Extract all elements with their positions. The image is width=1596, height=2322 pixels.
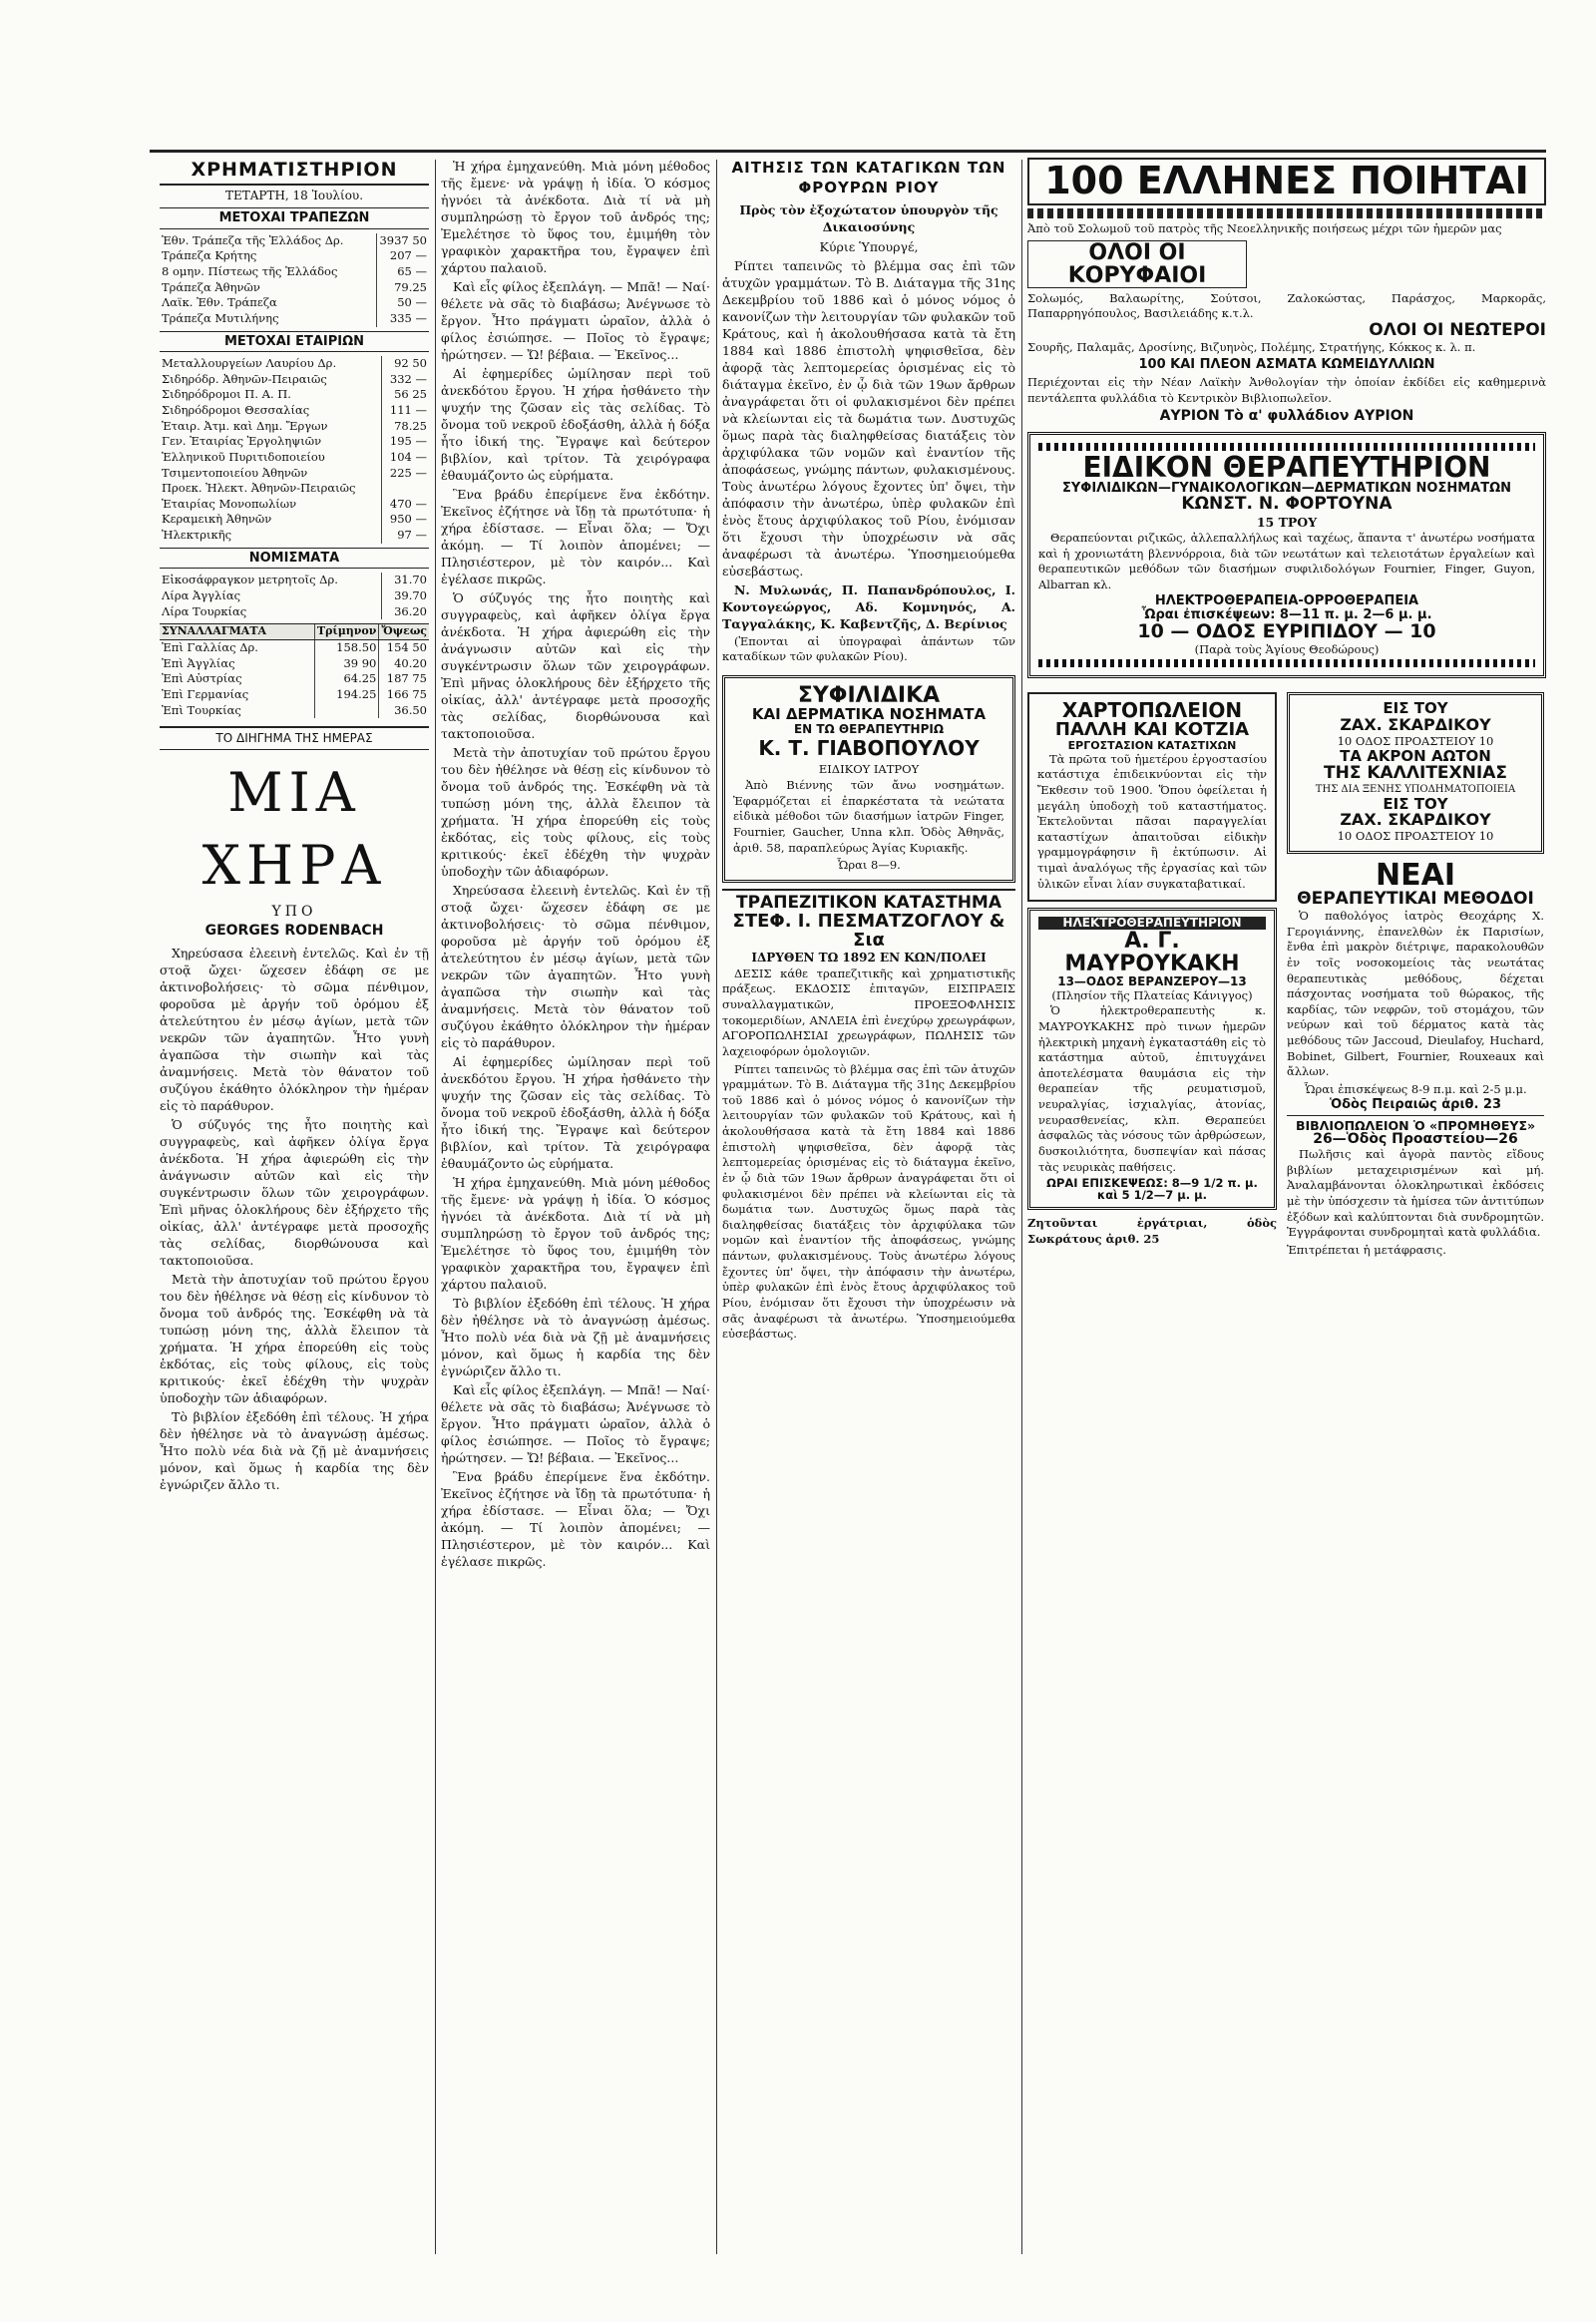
table-row [160,311,429,327]
story-paragraph: Ἡ χήρα ἐμηχανεύθη. Μιὰ μόνη μέθοδος τῆς ἔμενε· νὰ γράψῃ ἡ ἰδία. Ὁ κόσμος ἠγνόει τὰ ἀνέκδοτα. Διὰ τί νὰ μὴ συμπληρώσῃ τὸ ἔργον τοῦ ἀνδρός της; Ἐμελέτησε τὸ ὕφος του, ἐμιμήθη τὸν γραφικὸν χαρακτῆρα του, ἔγραψεν ἐπὶ χάρτου παλαιοῦ. [441,1175,710,1292]
story-paragraph: Μετὰ τὴν ἀποτυχίαν τοῦ πρώτου ἔργου του δὲν ἠθέλησε νὰ θέσῃ εἰς κίνδυνον τὸ ὄνομα τοῦ ἀνδρός της. Ἐσκέφθη νὰ τὰ τυπώσῃ μόνη της, ἀλλὰ ἔλειπον τὰ χρήματα. Ἡ χήρα ἐπορεύθη εἰς τοὺς ἐκδότας, εἰς τοὺς φίλους, εἰς τοὺς κριτικούς· ἐκεῖ ἐδέχθη τὴν ψυχρὰν ὑποδοχὴν τῶν ἀδιαφόρων. [441,745,710,879]
ad-heading: 100 ΚΑΙ ΠΛΕΟΝ ΑΣΜΑΤΑ ΚΩΜΕΙΔΥΛΛΙΩΝ [1138,357,1435,373]
row-value: 40.20 [379,656,429,672]
ads-right-column [1287,686,1544,1258]
petition-salutation: Κύριε Ὑπουργέ, [819,238,919,254]
row-value: 950 — [381,512,429,528]
electrotherapy-ad [1027,908,1277,1210]
ad-landmark: (Παρὰ τοὺς Ἁγίους Θεοδώρους) [1194,641,1380,656]
ad-address: 13—ΟΔΟΣ ΒΕΡΑΝΖΕΡΟΥ—13 [1057,974,1247,989]
ornament-border [1027,208,1546,218]
shoe-shop-ad [1287,692,1544,854]
row-value: 154 50 [379,640,429,656]
table-row [160,640,429,656]
ad-hours: Ὧραι 8—9. [837,858,901,873]
ad-title: 100 ΕΛΛΗΝΕΣ ΠΟΙΗΤΑΙ [1027,158,1546,205]
table-row [160,588,429,604]
petition-body: Ρίπτει ταπεινῶς τὸ βλέμμα σας ἐπὶ τῶν ἀτυχῶν γραμμάτων. Τὸ Β. Διάταγμα τῆς 31ης Δεκεμβρίου τοῦ 1886 καὶ ὁ μόνος νόμος ὁ κανονίζων τὴν λειτουργίαν τῶν φυλακῶν τοῦ Κράτους, καὶ ἡ ἀκολουθήσασα κατὰ τὰ ἔτη 1884 καὶ 1886 ἐπιστολὴ ψηφισθεῖσα, δὲν ἀφορᾷ τὰς λεπτομερείας ὁρισμένας εἰς τὸ διάταγμα ἐκεῖνο, ἐν ᾧ διὰ τῶν 19ων ἄρθρων ἀναγράφεται ὅτι οἱ φυλακισμένοι δὲν πρέπει νὰ κλείωνται εἰς τὰ δωμάτια των. Δυστυχῶς ὅμως παρὰ τὰς διαληφθείσας διατάξεις τὸν ἀρχιφύλακα τῶν νομῶν καὶ ἐναντίον τῆς ἀποφάσεως, γνώμης πάντων, φυλακισμένους. Τοὺς ἀνωτέρω λόγους ἔχοντες ὑπ' ὄψει, τὴν ἀπόφασιν τὴν ἀνωτέρω, ὑπὲρ φυλακῶν ἐπὶ ἑνὸς ἔτους ἀρχιφύλακος τοῦ Ρίου, ἐνόμισαν ὅτι ἔχουσι τὴν ὑποχρέωσιν νὰ σᾶς ἀναφέρωσι τὰ ἀνωτέρω. Ὑποσημειούμεθα εὐσεβάστως. [722,257,1015,579]
story-author: GEORGES RODENBACH [204,922,384,939]
column-header: ΣΥΝΑΛΛΑΓΜΑΤΑ [160,624,314,640]
ad-hours: Ὧραι ἐπισκέψεων: 8—11 π. μ. 2—6 μ. μ. [1141,607,1432,623]
story-paragraph: Χηρεύσασα ἐλεεινὴ ἐντελῶς. Καὶ ἐν τῇ στοᾷ ὤχει· ὥχεσεν ἐδάφη σε με ἀκτινοβολήσεις· τὸ σῶμα πένθιμον, φοροῦσα μὲ ἀργήν τοῦ ὀρόμου ἐξ ἀτελεύτητου ἐν μέσῳ ἁγίων, μετὰ τῶν νεκρῶν τῶν ἀγαπητῶν. Ἦτο γυνὴ ἀγαπῶσα τὴν σιωπὴν καὶ τὰς ἀναμνήσεις. Μετὰ τὸν θάνατον τοῦ συζύγου ἐκάθητο ὁλόκληρον τὴν ἡμέραν εἰς τὸ παράθυρον. [441,883,710,1050]
table-row [160,387,429,403]
ad-body: Ρίπτει ταπεινῶς τὸ βλέμμα σας ἐπὶ τῶν ἀτυχῶν γραμμάτων. Τὸ Β. Διάταγμα τῆς 31ης Δεκεμβρίου τοῦ 1886 καὶ ὁ μόνος νόμος ὁ κανονίζων τὴν λειτουργίαν τῶν φυλακῶν τοῦ Κράτους, καὶ ἡ ἀκολουθήσασα κατὰ τὰ ἔτη 1884 καὶ 1886 ἐπιστολὴ ψηφισθεῖσα, δὲν ἀφορᾷ τὰς λεπτομερείας ὁρισμένας εἰς τὸ διάταγμα ἐκεῖνο, ἐν ᾧ διὰ τῶν 19ων ἄρθρων ἀναγράφεται ὅτι οἱ φυλακισμένοι δὲν πρέπει νὰ κλείωνται εἰς τὰ δωμάτια των. Δυστυχῶς ὅμως παρὰ τὰς διαληφθείσας διατάξεις τὸν ἀρχιφύλακα τῶν νομῶν καὶ ἐναντίον τῆς ἀποφάσεως, γνώμης πάντων, φυλακισμένους. Τοὺς ἀνωτέρω λόγους ἔχοντες ὑπ' ὄψει, τὴν ἀπόφασιν τὴν ἀνωτέρω, ὑπὲρ φυλακῶν ἐπὶ ἑνὸς ἔτους ἀρχιφύλακος τοῦ Ρίου, ἐνόμισαν ὅτι ἔχουσι τὴν ὑποχρέωσιν νὰ σᾶς ἀναφέρωσι τὰ ἀνωτέρω. Ὑποσημειούμεθα εὐσεβάστως. [722,1061,1015,1342]
table-row [160,703,429,719]
row-name: Μεταλλουργείων Λαυρίου Δρ. [162,356,337,371]
ad-line: ΤΗΣ ΔΙΑ ΞΕΝΗΣ ΥΠΟΔΗΜΑΤΟΠΟΙΕΙΑ [1315,783,1516,795]
story-paragraph: Χηρεύσασα ἐλεεινὴ ἐντελῶς. Καὶ ἐν τῇ στοᾷ ὤχει· ὥχεσεν ἐδάφη σε με ἀκτινοβολήσεις· τὸ σῶμα πένθιμον, φοροῦσα μὲ ἀργήν τοῦ ὀρόμου ἐξ ἀτελεύτητου ἐν μέσῳ ἁγίων, μετὰ τῶν νεκρῶν τῶν ἀγαπητῶν. Ἦτο γυνὴ ἀγαπῶσα τὴν σιωπὴν καὶ τὰς ἀναμνήσεις. Μετὰ τὸν θάνατον τοῦ συζύγου ἐκάθητο ὁλόκληρον τὴν ἡμέραν εἰς τὸ παράθυρον. [160,945,429,1113]
row-name: Ἐπὶ Αὐστρίας [162,671,242,686]
table-row [160,356,429,372]
poets-ad [1027,158,1546,424]
table-row [160,372,429,388]
table-row [160,671,429,687]
row-value: 79.25 [377,280,429,296]
fx-table [160,623,429,718]
ad-info: Περιέχονται εἰς τὴν Νέαν Λαϊκὴν Ἀνθολογίαν τὴν ὁποίαν ἐκδίδει εἰς καθημερινὰ πεντάλεπτα φυλλάδια τὸ Κεντρικὸν Βιβλιοπωλεῖον. [1027,375,1546,405]
ad-line: ΕΙΣ ΤΟΥ [1383,699,1448,718]
row-value: 225 — [381,466,429,482]
row-name: Σιδηρόδρ. Ἀθηνῶν-Πειραιῶς [162,371,327,386]
ad-landmark: (Πλησίον τῆς Πλατείας Κάνιγγος) [1051,987,1253,1002]
table-row [160,233,429,249]
ad-subtitle: Ἀπὸ τοῦ Σολωμοῦ τοῦ πατρὸς τῆς Νεοελληνικῆς ποιήσεως μέχρι τῶν ἡμερῶν μας [1027,220,1502,235]
row-value [381,481,429,497]
ad-specialty: ΕΙΔΙΚΟΥ ΙΑΤΡΟΥ [818,762,920,777]
row-name: Ἐπὶ Γερμανίας [162,687,249,702]
ad-subtitle: ΕΡΓΟΣΤΑΣΙΟΝ ΚΑΤΑΣΤΙΧΩΝ [1067,739,1237,753]
column-1 [160,158,429,2312]
ad-line: 10 ΟΔΟΣ ΠΡΟΑΣΤΕΙΟΥ 10 [1337,829,1494,844]
row-name: Προεκ. Ἠλεκτ. Ἀθηνῶν-Πειραιῶς [162,481,356,496]
row-name: Λαϊκ. Ἐθν. Τράπεζα [162,295,277,310]
ad-subtitle: ΘΕΡΑΠΕΥΤΙΚΑΙ ΜΕΘΟΔΟΙ [1297,889,1534,910]
story-paragraph: Καὶ εἷς φίλος ἐξεπλάγη. — Μπᾶ! — Ναί· θέλετε νὰ σᾶς τὸ διαβάσω; Ἀνέγνωσε τὸ ἔργον. Ἦτο πράγματι ὡραῖον, ἀλλὰ ὁ φίλος ἐσιώπησε. — Ποῖος τὸ ἔγραψε; ἠρώτησεν. — Ὤ! βέβαια. — Ἐκεῖνος... [441,279,710,362]
table-row [160,295,429,311]
row-value: 64.25 [314,671,378,687]
ad-years: 15 ΤΡΟΥ [1256,514,1318,530]
ad-title: ΣΥΦΙΛΙΔΙΚΑ [797,683,941,709]
ad-names: Σολωμός, Βαλαωρίτης, Σούτσοι, Ζαλοκώστας, Παράσχος, Μαρκορᾶς, Παπαρρηγόπουλος, Βασιλειάδης κ.τ.λ. [1027,290,1546,321]
row-value: 97 — [381,528,429,544]
companies-heading: ΜΕΤΟΧΑΙ ΕΤΑΙΡΙΩΝ [160,331,429,353]
row-value: 31.70 [381,573,429,588]
ad-line: 10 ΟΔΟΣ ΠΡΟΑΣΤΕΙΟΥ 10 [1337,733,1494,748]
petition-recipient: Πρὸς τὸν ἐξοχώτατον ὑπουργὸν τῆς Δικαιοσύνης [739,201,998,234]
ad-address: 26—Ὁδὸς Προαστείου—26 [1313,1131,1518,1148]
row-value: 56 25 [381,387,429,403]
petition-note: (Ἐπονται αἱ ὑπογραφαὶ ἁπάντων τῶν καταδίκων τῶν φυλακῶν Ρίου). [722,633,1015,664]
exchange-title: ΧΡΗΜΑΤΙΣΤΗΡΙΟΝ [160,158,429,186]
row-name: Τράπεζα Κρήτης [162,248,257,263]
ad-heading: ΟΛΟΙ ΟΙ ΝΕΩΤΕΡΟΙ [1369,319,1546,340]
ad-name: ΠΑΛΛΗ ΚΑΙ ΚΟΤΖΙΑ [1054,719,1250,741]
ad-heading: ΟΛΟΙ ΟΙ ΚΟΡΥΦΑΙΟΙ [1027,240,1247,288]
row-name: Τράπεζα Ἀθηνῶν [162,279,260,294]
row-name: Ἑταιρ. Ἀτμ. καὶ Δημ. Ἔργων [162,418,328,433]
row-value: 207 — [377,248,429,264]
ad-body: Τὰ πρῶτα τοῦ ἡμετέρου ἐργοστασίου κατάστιχα ἐπιδεικνύονται εἰς τὴν Ἔκθεσιν τοῦ 1900. Ὅπου ὀφείλεται ἡ μεγάλη ὑποδοχὴ τοῦ καταστήματος. Ἐκτελοῦνται πᾶσαι παραγγελίαι καταστίχων ἀπαιτοῦσαι εἰδικὴν γραμμογράφησιν ἢ ἐκτύπωσιν. Αἱ τιμαὶ ἀναλόγως τῆς ἐργασίας καὶ τῶν ὑλικῶν εἶναι λίαν συγκαταβατικαί. [1037,751,1267,891]
petition-signers: Ν. Μυλωνάς, Π. Παπανδρόπουλος, Ι. Κοντογεώργος, Αδ. Κομνηνός, Α. Ταγγαλάκης, Κ. Καβεντζῆς, Δ. Βερίνιος [722,581,1015,631]
row-name: Γεν. Ἑταιρίας Ἐργοληψιῶν [162,434,322,449]
story-paragraph: Μετὰ τὴν ἀποτυχίαν τοῦ πρώτου ἔργου του δὲν ἠθέλησε νὰ θέσῃ εἰς κίνδυνον τὸ ὄνομα τοῦ ἀνδρός της. Ἐσκέφθη νὰ τὰ τυπώσῃ μόνη της, ἀλλὰ ἔλειπον τὰ χρήματα. Ἡ χήρα ἐπορεύθη εἰς τοὺς ἐκδότας, εἰς τοὺς φίλους, εἰς τοὺς κριτικούς· ἐκεῖ ἐδέχθη τὴν ψυχρὰν ὑποδοχὴν τῶν ἀδιαφόρων. [160,1271,429,1405]
table-row [160,403,429,419]
new-methods-ad [1287,857,1544,1112]
ad-line: ΖΑΧ. ΣΚΑΡΔΙΚΟΥ [1340,714,1491,734]
column-rule [1021,160,1022,2254]
story-paragraph: Αἱ ἐφημερίδες ὡμίλησαν περὶ τοῦ ἀνεκδότου ἔργου. Ἡ χήρα ἠσθάνετο τὴν ψυχήν της ζῶσαν εἰς τὰς σελίδας. Τὸ ὄνομα τοῦ νεκροῦ ἐδοξάσθη, ἀλλὰ ἡ δόξα ἦτο ἰδική της. Ἔγραψε καὶ δεύτερον βιβλίον, καὶ τρίτον. Τὰ χειρόγραφα ἐθαυμάζοντο ὡς εὑρήματα. [441,366,710,483]
row-value: 332 — [381,372,429,388]
table-row [160,264,429,280]
ad-body: Θεραπεύονται ριζικῶς, ἀλλεπαλλήλως καὶ ταχέως, ἅπαντα τ' ἀνωτέρω νοσήματα καὶ ἡ χρονιωτάτη βλεννόρροια, διὰ τῶν νεωτάτων καὶ τελειοτάτων ἐργαλείων καὶ θεραπευτικῶν μεθόδων τῶν διασήμων συφιλιδολόγων Fournier, Finger, Guyon, Albarran κλ. [1038,530,1535,591]
column-header: Ὄψεως [379,624,429,640]
table-header-row [160,624,429,640]
row-value: 36.20 [381,604,429,620]
story-paragraph: Τὸ βιβλίον ἐξεδόθη ἐπὶ τέλους. Ἡ χήρα δὲν ἠθέλησε νὰ τὸ ἀναγνώσῃ ἀμέσως. Ἦτο πολὺ νέα διὰ νὰ ζῇ μὲ ἀναμνήσεις μόνον, καὶ ὅμως ἡ καρδία της δὲν ἐγνώριζεν ἄλλο τι. [160,1408,429,1492]
syphilis-clinic-ad [722,675,1015,883]
row-value: 104 — [381,450,429,466]
ad-name: ΣΤΕΦ. Ι. ΠΕΣΜΑΤΖΟΓΛΟΥ & Σια [732,910,1005,951]
row-name: Ἑλληνικοῦ Πυριτιδοποιείου [162,449,325,464]
column-rule [435,160,436,2254]
paper-shop-ad [1027,692,1277,902]
ad-body: ΔΕΣΙΣ κάθε τραπεζιτικῆς καὶ χρηματιστικῆς πράξεως. ΕΚΔΟΣΙΣ ἐπιταγῶν, ΕΙΣΠΡΑΞΙΣ συναλλαγματικῶν, ΠΡΟΕΞΟΦΛΗΣΙΣ τοκομεριδίων, ΑΝΛΕΙΑ ἐπὶ ἐνεχύρῳ χρεωγράφων, ΑΓΟΡΟΠΩΛΗΣΙΑΙ χρεωγράφων, ΠΩΛΗΣΙΣ τῶν λαχειοφόρων ὁμολογιῶν. [722,966,1015,1058]
ad-tomorrow: ΑΥΡΙΟΝ Τὸ α' φυλλάδιον ΑΥΡΙΟΝ [1159,408,1414,425]
row-name: Ἐπὶ Ἀγγλίας [162,655,235,670]
table-row [160,604,429,620]
banks-heading: ΜΕΤΟΧΑΙ ΤΡΑΠΕΖΩΝ [160,207,429,229]
row-value: 78.25 [381,419,429,435]
ad-title: ΗΛΕΚΤΡΟΘΕΡΑΠΕΥΤΗΡΙΟΝ [1038,917,1266,930]
table-row [160,450,429,466]
table-row [160,481,429,497]
table-row [160,573,429,588]
banks-table [160,233,429,327]
row-name: Ἠλεκτρικῆς [162,528,232,543]
table-row [160,434,429,450]
row-value: 111 — [381,403,429,419]
coins-heading: ΝΟΜΙΣΜΑΤΑ [160,548,429,570]
story-paragraph: Ἓνα βράδυ ἐπερίμενε ἕνα ἐκδότην. Ἐκεῖνος ἐζήτησε νὰ ἴδῃ τὰ πρωτότυπα· ἡ χήρα ἐδίστασε. — Εἶναι ὅλα; — Ὄχι ἀκόμη. — Τί λοιπὸν ἀπομένει; — Πλησιέστερον, μὲ τὸν καιρόν... Καὶ ἐγέλασε πικρῶς. [441,1469,710,1569]
row-name: Σιδηρόδρομοι Θεσσαλίας [162,403,310,418]
table-row [160,512,429,528]
story-title: ΜΙΑ ΧΗΡΑ [201,760,387,898]
column-4 [1027,158,1546,2312]
ad-title: ΤΡΑΠΕΖΙΤΙΚΟΝ ΚΑΤΑΣΤΗΜΑ [736,892,1001,913]
row-name: Λίρα Τουρκίας [162,603,247,618]
ad-service: ΗΛΕΚΤΡΟΘΕΡΑΠΕΙΑ-ΟΡΡΟΘΕΡΑΠΕΙΑ [1154,593,1419,609]
row-value: 187 75 [379,671,429,687]
ads-two-column [1027,686,1546,1258]
story-by: ΥΠΟ [271,903,317,920]
classified-line: Ζητοῦνται ἐργάτριαι, ὁδὸς Σωκράτους ἀριθ. 25 [1027,1216,1277,1246]
exchange-date: ΤΕΤΑΡΤΗ, 18 Ἰουλίου. [224,188,364,202]
coins-table [160,573,429,619]
ad-body: Ἀπὸ Βιέννης τῶν ἄνω νοσημάτων. Ἐφαρμόζεται εἰ ἐπαρκέστατα τὰ νεώτατα εἰδικὰ μέθοδοι τῶν διασήμων ἰατρῶν Finger, Fournier, Gaucher, Unna κλπ. Ὁδὸς Ἀθηνᾶς, ἀριθ. 58, παραπλεύρως Ἁγίας Κυριακῆς. [733,778,1004,855]
ad-line: ΤΗΣ ΚΑΛΛΙΤΕΧΝΙΑΣ [1324,763,1507,784]
ad-doctor: Κ. Τ. ΓΙΑΒΟΠΟΥΛΟΥ [758,736,980,761]
petition-title: ΑΙΤΗΣΙΣ ΤΩΝ ΚΑΤΑΓΙΚΩΝ ΤΩΝ ΦΡΟΥΡΩΝ ΡΙΟΥ [731,159,1006,197]
ad-line: ΕΙΣ ΤΟΥ [1383,794,1448,813]
table-row [160,687,429,703]
ad-address: Ὁδὸς Πειραιῶς ἀριθ. 23 [1329,1096,1502,1112]
ads-left-column [1027,686,1277,1258]
bookstore-ad [1287,1115,1544,1258]
ad-subtitle: ΚΑΙ ΔΕΡΜΑΤΙΚΑ ΝΟΣΗΜΑΤΑ [751,705,987,724]
row-value: 65 — [377,264,429,280]
ad-title: ΝΕΑΙ [1376,857,1455,893]
table-row [160,656,429,672]
row-value: 166 75 [379,687,429,703]
row-name: Ἐπὶ Τουρκίας [162,702,241,717]
row-value: 195 — [381,434,429,450]
row-value: 36.50 [379,703,429,719]
ad-body: Πωλῆσις καὶ ἀγορὰ παντὸς εἴδους βιβλίων μεταχειρισμένων καὶ μή. Ἀναλαμβάνονται ὁλοκληρωτικαὶ ἐκδόσεις μὲ τὴν ὑπόσχεσιν τὰ ἡμίσεα τῶν ἀντιτύπων ἐξόδων καὶ καλύπτονται διὰ συνδρομητῶν. Ἐγγράφονται συνδρομηταὶ κατὰ φυλλάδια. [1287,1147,1544,1240]
ad-line: ΖΑΧ. ΣΚΑΡΔΙΚΟΥ [1340,810,1491,830]
table-row [160,280,429,296]
column-header: Τρίμηνον [314,624,378,640]
ad-doctor: ΚΩΝΣΤ. Ν. ΦΟΡΤΟΥΝΑ [1181,494,1393,515]
bank-ad [722,889,1015,1343]
row-name: Εἰκοσάφραγκον μετρητοῖς Δρ. [162,573,338,587]
row-value: 50 — [377,295,429,311]
row-name: Σιδηρόδρομοι Π. Α. Π. [162,387,291,402]
story-paragraph: Ἡ χήρα ἐμηχανεύθη. Μιὰ μόνη μέθοδος τῆς ἔμενε· νὰ γράψῃ ἡ ἰδία. Ὁ κόσμος ἠγνόει τὰ ἀνέκδοτα. Διὰ τί νὰ μὴ συμπληρώσῃ τὸ ἔργον τοῦ ἀνδρός της; Ἐμελέτησε τὸ ὕφος του, ἐμιμήθη τὸν γραφικὸν χαρακτῆρα του, ἔγραψεν ἐπὶ χάρτου παλαιοῦ. [441,159,710,275]
story-paragraph: Ὁ σύζυγός της ἦτο ποιητὴς καὶ συγγραφεὺς, καὶ ἀφῆκεν ὀλίγα ἔργα ἀνέκδοτα. Ἡ χήρα ἀφιερώθη εἰς τὴν ἀνάγνωσιν αὐτῶν καὶ εἰς τὴν συγκέντρωσιν ὅλων τῶν χειρογράφων. Ἐπὶ μῆνας ὁλοκλήρους δὲν ἐξήρχετο τῆς οἰκίας, ἀλλ' ἀντέγραφε μετὰ προσοχῆς τὰς σελίδας, διορθώνουσα καὶ τακτοποιοῦσα. [160,1116,429,1268]
companies-table [160,356,429,544]
table-row [160,466,429,482]
story-paragraph: Ὁ σύζυγός της ἦτο ποιητὴς καὶ συγγραφεὺς, καὶ ἀφῆκεν ὀλίγα ἔργα ἀνέκδοτα. Ἡ χήρα ἀφιερώθη εἰς τὴν ἀνάγνωσιν αὐτῶν καὶ εἰς τὴν συγκέντρωσιν ὅλων τῶν χειρογράφων. Ἐπὶ μῆνας ὁλοκλήρους δὲν ἐξήρχετο τῆς οἰκίας, ἀλλ' ἀντέγραφε μετὰ προσοχῆς τὰς σελίδας, διορθώνουσα καὶ τακτοποιοῦσα. [441,590,710,741]
ad-title: ΧΑΡΤΟΠΩΛΕΙΟΝ [1061,698,1243,723]
row-value: 158.50 [314,640,378,656]
specialist-clinic-ad [1027,432,1546,678]
row-value: 39 90 [314,656,378,672]
story-paragraph: Αἱ ἐφημερίδες ὡμίλησαν περὶ τοῦ ἀνεκδότου ἔργου. Ἡ χήρα ἠσθάνετο τὴν ψυχήν της ζῶσαν εἰς τὰς σελίδας. Τὸ ὄνομα τοῦ νεκροῦ ἐδοξάσθη, ἀλλὰ ἡ δόξα ἦτο ἰδική της. Ἔγραψε καὶ δεύτερον βιβλίον, καὶ τρίτον. Τὰ χειρόγραφα ἐθαυμάζοντο ὡς εὑρήματα. [441,1054,710,1171]
table-row [160,419,429,435]
row-value: 3937 50 [377,233,429,249]
ad-note: Ἐπιτρέπεται ἡ μετάφρασις. [1287,1242,1446,1257]
ad-names: Σουρῆς, Παλαμᾶς, Δροσίνης, Βιζυηνὸς, Πολέμης, Στρατήγης, Κόκκος κ. λ. π. [1027,339,1476,354]
story-paragraph: Τὸ βιβλίον ἐξεδόθη ἐπὶ τέλους. Ἡ χήρα δὲν ἠθέλησε νὰ τὸ ἀναγνώσῃ ἀμέσως. Ἦτο πολὺ νέα διὰ νὰ ζῇ μὲ ἀναμνήσεις μόνον, καὶ ὅμως ἡ καρδία της δὲν ἐγνώριζεν ἄλλο τι. [441,1296,710,1378]
story-paragraph: Καὶ εἷς φίλος ἐξεπλάγη. — Μπᾶ! — Ναί· θέλετε νὰ σᾶς τὸ διαβάσω; Ἀνέγνωσε τὸ ἔργον. Ἦτο πράγματι ὡραῖον, ἀλλὰ ὁ φίλος ἐσιώπησε. — Ποῖος τὸ ἔγραψε; ἠρώτησεν. — Ὤ! βέβαια. — Ἐκεῖνος... [441,1382,710,1465]
ornament-border [1038,443,1535,451]
ad-address: 10 — ΟΔΟΣ ΕΥΡΙΠΙΔΟΥ — 10 [1137,619,1436,642]
ad-hours: ΩΡΑΙ ΕΠΙΣΚΕΨΕΩΣ: 8—9 1/2 π. μ. καὶ 5 1/2—7 μ. μ. [1046,1176,1258,1203]
masthead-rule [150,150,1546,153]
ad-name: Α. Γ. ΜΑΥΡΟΥΚΑΚΗ [1064,928,1240,976]
row-name: Ἐπὶ Γαλλίας Δρ. [162,640,258,655]
story-section-tag: ΤΟ ΔΙΗΓΗΜΑ ΤΗΣ ΗΜΕΡΑΣ [160,726,429,749]
row-value: 335 — [377,311,429,327]
ad-line: ΤΑ ΑΚΡΟΝ ΑΩΤΟΝ [1340,747,1491,766]
row-value: 92 50 [381,356,429,372]
ad-subtitle: ΕΝ ΤΩ ΘΕΡΑΠΕΥΤΗΡΙΩ [793,721,945,736]
row-name: Λίρα Ἀγγλίας [162,588,241,603]
story-paragraph: Ἓνα βράδυ ἐπερίμενε ἕνα ἐκδότην. Ἐκεῖνος ἐζήτησε νὰ ἴδῃ τὰ πρωτότυπα· ἡ χήρα ἐδίστασε. — Εἶναι ὅλα; — Ὄχι ἀκόμη. — Τί λοιπὸν ἀπομένει; — Πλησιέστερον, μὲ τὸν καιρόν... Καὶ ἐγέλασε πικρῶς. [441,487,710,586]
ad-title: ΕΙΔΙΚΟΝ ΘΕΡΑΠΕΥΤΗΡΙΟΝ [1082,451,1491,484]
column-3 [722,158,1015,2312]
ad-hours: Ὧραι ἐπισκέψεως 8-9 π.μ. καὶ 2-5 μ.μ. [1304,1081,1527,1096]
row-value [314,703,378,719]
row-name: 8 ομην. Πίστεως τῆς Ἑλλάδος [162,264,338,279]
table-row [160,497,429,513]
table-row [160,528,429,544]
row-name: Ἑταιρίας Μονοπωλίων [162,496,297,511]
row-name: Τράπεζα Μυτιλήνης [162,310,279,325]
row-value: 194.25 [314,687,378,703]
ad-subtitle: ΣΥΦΙΛΙΔΙΚΩΝ—ΓΥΝΑΙΚΟΛΟΓΙΚΩΝ—ΔΕΡΜΑΤΙΚΩΝ ΝΟΣΗΜΑΤΩΝ [1061,481,1511,497]
table-row [160,248,429,264]
ad-body: Ὁ παθολόγος ἰατρὸς Θεοχάρης Χ. Γερογιάννης, ἐπανελθὼν ἐκ Παρισίων, ἔνθα ἐπὶ μακρὸν διέτριψε, παρακολουθῶν ἐν τοῖς νοσοκομείοις τὰς νεωτάτας θεραπευτικὰς μεθόδους, δέχεται πάσχοντας νοσήματα τοῦ θώρακος, τῆς καρδίας, τῶν νεφρῶν, τοῦ στομάχου, τῶν νεύρων καὶ τοῦ δέρματος κατὰ τὰς μεθόδους τῶν Jaccoud, Dieulafoy, Huchard, Bobinet, Gilbert, Fournier, Rouxeaux καὶ ἄλλων. [1287,909,1544,1079]
ad-body: Ὁ ἠλεκτροθεραπευτὴς κ. ΜΑΥΡΟΥΚΑΚΗΣ πρὸ τινων ἡμερῶν ἠλεκτρικὴ μηχανὴ ἐγκαταστάθη εἰς τὸ κατάστημα αὐτοῦ, ἐπιτυγχάνει ἀποτελέσματα θαυμάσια εἰς τὴν θεραπείαν τῆς ρευματισμοῦ, νευραλγίας, ἰσχιαλγίας, ἀτονίας, νευρασθενείας, κλπ. Θεραπεύει ἀσφαλῶς τὰς νόσους τῶν ἀρθρώσεων, δυσκοιλιότητα, δυσπεψίαν καὶ πάσας τὰς νευρικὰς παθήσεις. [1038,1003,1266,1174]
row-value: 39.70 [381,588,429,604]
column-2 [441,158,710,2312]
column-rule [716,160,717,2254]
row-value: 470 — [381,497,429,513]
row-name: Κεραμεικὴ Ἀθηνῶν [162,512,272,527]
row-name: Τσιμεντοποιείου Ἀθηνῶν [162,465,308,480]
ad-title: ΒΙΒΛΙΟΠΩΛΕΙΟΝ Ὁ «ΠΡΟΜΗΘΕΥΣ» [1295,1118,1536,1134]
ad-founded: ΙΔΡΥΘΕΝ ΤΩ 1892 ΕΝ ΚΩΝ/ΠΟΛΕΙ [751,951,987,966]
row-name: Ἐθν. Τράπεζα τῆς Ἑλλάδος Δρ. [162,232,344,247]
ornament-border [1038,659,1535,667]
